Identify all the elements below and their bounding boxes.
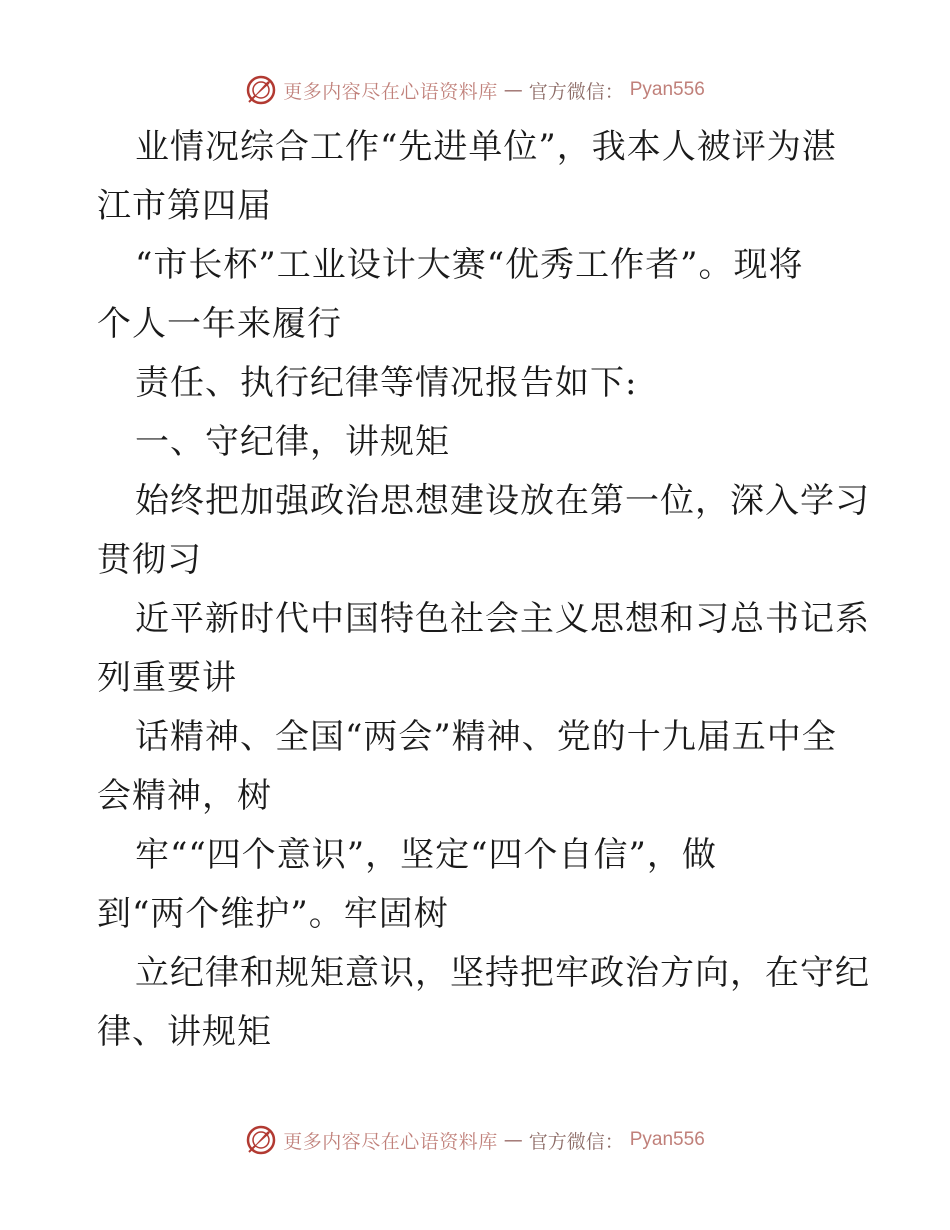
body-line-2: 江市第四届 <box>97 186 272 226</box>
quill-pen-logo-icon <box>245 1124 277 1156</box>
body-line-14: 到“两个维护”。牢固树 <box>97 894 449 934</box>
body-line-3: “市长杯”工业设计大赛“优秀工作者”。现将 <box>135 245 804 285</box>
body-line-7: 始终把加强政治思想建设放在第一位，深入学习 <box>135 481 870 521</box>
body-line-13: 牢““四个意识”，坚定“四个自信”，做 <box>135 835 717 875</box>
body-line-8: 贯彻习 <box>97 540 202 580</box>
body-line-5: 责任、执行纪律等情况报告如下: <box>135 363 638 403</box>
banner-wechat-id: Pyan556 <box>629 79 705 100</box>
banner-title: 更多内容尽在心语资料库 <box>283 80 498 103</box>
banner-wechat-label: 官方微信： <box>528 80 624 103</box>
banner-dash: — <box>503 1129 523 1151</box>
body-line-9: 近平新时代中国特色社会主义思想和习总书记系 <box>135 599 870 639</box>
banner-wechat-id: Pyan556 <box>629 1129 705 1150</box>
header-banner <box>0 70 950 110</box>
banner-dash: — <box>503 79 523 101</box>
banner-wechat-label: 官方微信： <box>528 1130 624 1153</box>
body-line-11: 话精神、全国“两会”精神、党的十九届五中全 <box>135 717 837 757</box>
footer-banner <box>0 1120 950 1160</box>
document-body <box>97 118 870 1062</box>
body-line-16: 律、讲规矩 <box>97 1012 272 1052</box>
body-line-1: 业情况综合工作“先进单位”，我本人被评为湛 <box>135 127 837 167</box>
banner-title: 更多内容尽在心语资料库 <box>283 1130 498 1153</box>
body-line-10: 列重要讲 <box>97 658 237 698</box>
body-line-4: 个人一年来履行 <box>97 304 342 344</box>
section-heading: 一、守纪律，讲规矩 <box>135 422 450 462</box>
quill-pen-logo-icon <box>245 74 277 106</box>
body-line-12: 会精神，树 <box>97 776 272 816</box>
body-line-15: 立纪律和规矩意识，坚持把牢政治方向，在守纪 <box>135 953 870 993</box>
